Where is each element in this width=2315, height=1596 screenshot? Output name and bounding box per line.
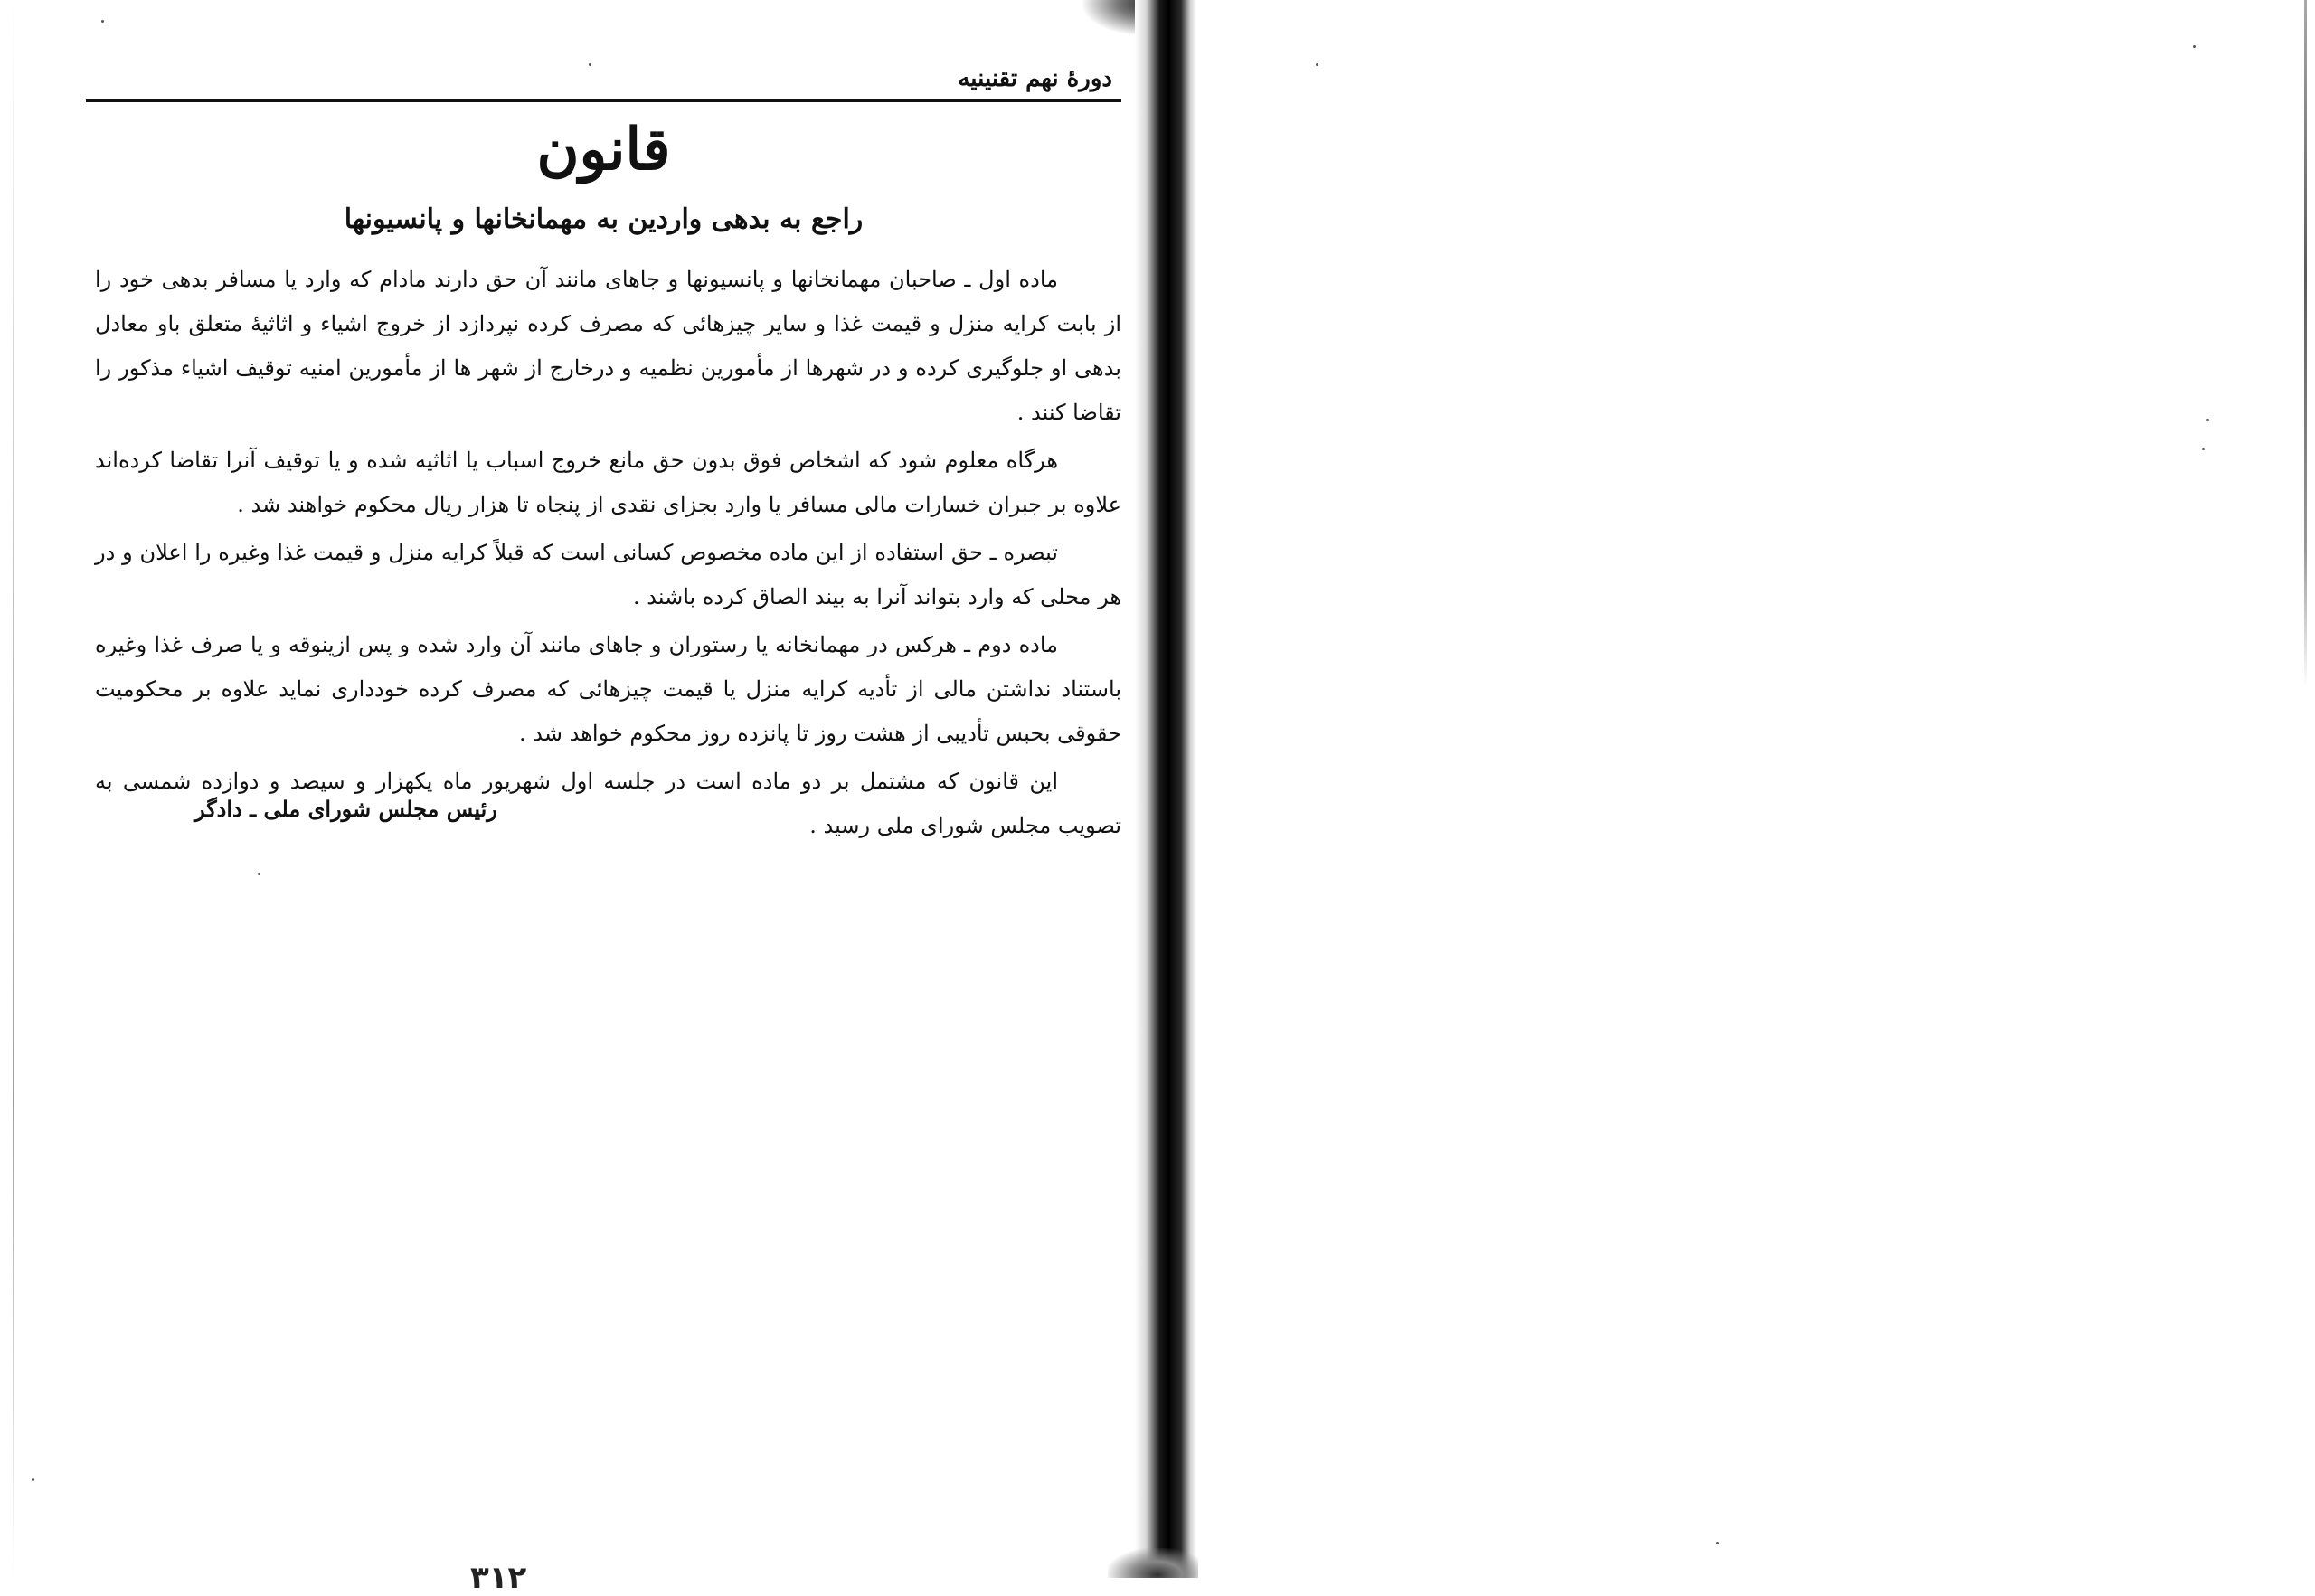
law-subtitle: راجع به بدهی واردین به مهمانخانها و پانسیونها xyxy=(344,203,864,235)
article-2-paragraph: ماده دوم ـ هرکس در مهمانخانه یا رستوران و جاهای مانند آن وارد شده و پس ازینوقه و یا صرف غذا وغیره باستناد نداشتن مالی از تأدیه کرایه منزل یا قیمت چیزهائی که مصرف کرده خودداری نماید علاوه بر محکومیت حقوقی بحبس تأدیبی از هشت روز تا پانزده روز محکوم خواهد شد . xyxy=(95,632,1121,746)
scan-speck xyxy=(589,63,591,66)
scan-speck xyxy=(2206,419,2209,421)
scan-speck xyxy=(1716,1542,1719,1544)
law-body xyxy=(95,258,1121,852)
ratification-paragraph: این قانون که مشتمل بر دو ماده است در جلسه اول شهریور ماه یکهزار و سیصد و دوازده شمسی به تصویب مجلس شورای ملی رسید . xyxy=(95,769,1121,838)
right-page-edge xyxy=(2304,0,2307,687)
spine-scan-artifact-bottom xyxy=(1108,1548,1198,1578)
scan-speck xyxy=(1316,63,1318,66)
signature: رئیس مجلس شورای ملی ـ دادگر xyxy=(194,796,497,822)
scan-speck xyxy=(2193,45,2196,48)
page-number: ۳۱۲ xyxy=(470,1560,527,1596)
article-1-paragraph: ماده اول ـ صاحبان مهمانخانها و پانسیونها و جاهای مانند آن حق دارند مادام که وارد یا مسافر بدهی خود را از بابت کرایه منزل و قیمت غذا و سایر چیزهائی که مصرف کرده نپردازد از خروج اشیاء و اثاثیهٔ متعلق باو معادل بدهی او جلوگیری کرده و در شهرها از مأمورین نظمیه و درخارج از شهر ها از مأمورین امنیه توقیف اشیاء مذکور را تقاضا کنند . xyxy=(95,267,1121,425)
left-page-edge xyxy=(13,0,14,1578)
running-header: دورهٔ نهم تقنینیه xyxy=(958,65,1112,92)
scan-speck xyxy=(32,1478,34,1481)
scan-speck xyxy=(101,20,104,23)
book-spine xyxy=(1135,0,1196,1578)
law-title: قانون xyxy=(536,116,671,184)
article-1-penalty-paragraph: هرگاه معلوم شود که اشخاص فوق بدون حق مانع خروج اسباب یا اثاثیه شده و یا توقیف آنرا تقاضا کرده‌اند علاوه بر جبران خسارات مالی مسافر یا وارد بجزای نقدی از پنجاه تا هزار ریال محکوم خواهند شد . xyxy=(95,448,1121,517)
scan-speck xyxy=(2202,448,2205,450)
note-paragraph: تبصره ـ حق استفاده از این ماده مخصوص کسانی است که قبلاً کرایه منزل و قیمت غذا وغیره را اعلان و در هر محلی که وارد بتواند آنرا به بیند الصاق کرده باشند . xyxy=(95,540,1121,609)
header-rule xyxy=(86,99,1121,102)
scan-speck xyxy=(258,873,260,875)
left-page xyxy=(86,54,1121,1537)
